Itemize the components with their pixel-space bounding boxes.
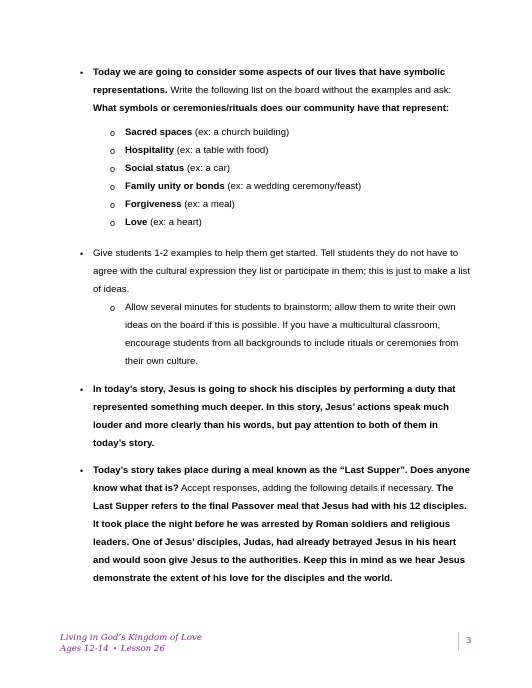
list-item-term: Family unity or bonds	[125, 181, 225, 192]
list-item	[125, 196, 235, 214]
list-item-term: Sacred spaces	[125, 127, 193, 138]
last-supper-question: Today’s story takes place during a meal known as the “Last Supper”. Does anyone know what that is?	[93, 465, 470, 494]
intro-instruction-text: Write the following list on the board without the examples and ask:	[167, 85, 452, 96]
footer-title: Living in God’s Kingdom of Love	[60, 633, 202, 643]
list-item-example: (ex: a wedding ceremony/feast)	[224, 181, 362, 192]
intro-question-text: What symbols or ceremonies/rituals does our community have that represent:	[93, 103, 450, 114]
page-number: 3	[466, 636, 472, 646]
intro-paragraph	[93, 64, 473, 118]
list-item	[125, 142, 268, 160]
last-supper-instruction: Accept responses, adding the following details if necessary.	[178, 483, 437, 494]
list-item	[125, 178, 361, 196]
list-item-example: (ex: a meal)	[181, 199, 235, 210]
sub-bullet-marker: o	[110, 146, 116, 156]
bullet-marker: •	[80, 68, 84, 78]
footer-separator: •	[112, 645, 117, 653]
sub-bullet-marker: o	[110, 182, 116, 192]
sub-bullet-marker: o	[110, 164, 116, 174]
sub-bullet-marker: o	[110, 128, 116, 138]
story-intro-paragraph	[93, 381, 473, 453]
bullet-marker: •	[80, 466, 84, 476]
footer-ages: Ages 12-14	[60, 644, 109, 654]
page-footer	[60, 633, 202, 655]
list-item-term: Love	[125, 217, 148, 228]
list-item-example: (ex: a table with food)	[174, 145, 269, 156]
list-item	[125, 160, 230, 178]
list-item	[125, 214, 202, 232]
list-item	[125, 124, 289, 142]
list-item-term: Forgiveness	[125, 199, 182, 210]
story-intro-text: In today’s story, Jesus is going to shock his disciples by performing a duty that represented something much deeper. In this story, Jesus’ actions speak much louder and more clearly than his words, but pay attention to both of them in today’s story.	[93, 384, 456, 449]
list-item-example: (ex: a car)	[184, 163, 231, 174]
bullet-marker: •	[80, 249, 84, 259]
last-supper-paragraph	[93, 462, 473, 588]
list-item-example: (ex: a heart)	[147, 217, 202, 228]
examples-paragraph: Give students 1-2 examples to help them get started. Tell students they do not have to agree with the cultural expression they list or participate in them; this is just to make a list of ideas.	[93, 248, 470, 295]
footer-divider	[458, 632, 459, 650]
sub-bullet-marker: o	[110, 218, 116, 228]
footer-subtitle	[60, 644, 202, 655]
list-item-term: Hospitality	[125, 145, 175, 156]
sub-bullet-marker: o	[110, 303, 116, 313]
last-supper-details: The Last Supper refers to the final Passover meal that Jesus had with his 12 disciples. It took place the night before he was arrested by Roman soldiers and religious leaders. One of Jesus’ disciples, Judas, had already betrayed Jesus in his heart and would soon give Jesus to the authorities. Keep this in mind as we hear Jesus demonstrate the extent of his love for the disciples and the world.	[93, 483, 467, 584]
intro-bold-text: Today we are going to consider some aspects of our lives that have symbolic representations.	[93, 67, 446, 96]
sub-bullet-marker: o	[110, 200, 116, 210]
brainstorm-paragraph: Allow several minutes for students to brainstorm; allow them to write their own ideas on the board if this is possible. If you have a multicultural classroom, encourage students from all backgrounds to include rituals or ceremonies from their own culture.	[125, 302, 459, 367]
footer-lesson: Lesson 26	[120, 644, 165, 654]
bullet-marker: •	[80, 385, 84, 395]
list-item-term: Social status	[125, 163, 185, 174]
list-item-example: (ex: a church building)	[192, 127, 290, 138]
